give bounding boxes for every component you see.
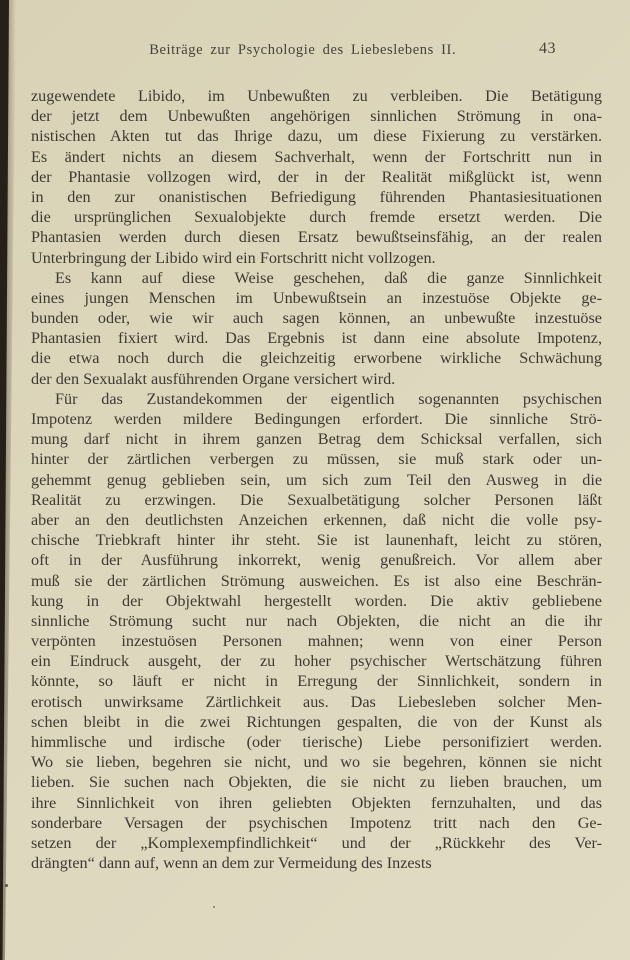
text-line: sonderbare Versagen der psychischen Impotenz tritt nach den Ge-	[31, 813, 602, 832]
paragraph	[31, 86, 602, 268]
text-line: hinter der zärtlichen verbergen zu müssen, sie muß stark oder un-	[31, 450, 602, 469]
text-line: Realität zu erzwingen. Die Sexualbetätigung solcher Personen läßt	[31, 490, 602, 509]
text-line: die ursprünglichen Sexualobjekte durch fremde ersetzt werden. Die	[31, 208, 602, 227]
running-header: Beiträge zur Psychologie des Liebeslebens II.	[149, 42, 457, 58]
scan-edge-shadow-soft	[0, 0, 16, 960]
text-line: schen bleibt in die zwei Richtungen gespalten, die von der Kunst als	[31, 712, 602, 731]
text-line: die etwa noch durch die gleichzeitig erworbene wirkliche Schwächung	[31, 349, 602, 368]
text-line: in den zur onanistischen Befriedigung führenden Phantasiesituationen	[31, 187, 602, 206]
text-block	[31, 86, 602, 873]
text-line: Phantasien werden durch diesen Ersatz bewußtseinsfähig, an der realen	[31, 228, 602, 247]
text-line: ihre Sinnlichkeit von ihren geliebten Objekten fernzuhalten, und das	[31, 793, 602, 812]
scan-speck	[5, 884, 8, 887]
text-line: Unterbringung der Libido wird ein Fortschritt nicht vollzogen.	[31, 248, 436, 267]
text-line: erotisch unwirksame Zärtlichkeit aus. Das Liebesleben solcher Men-	[31, 692, 602, 711]
text-line: Es kann auf diese Weise geschehen, daß die ganze Sinnlichkeit	[55, 268, 602, 287]
paragraph	[31, 268, 602, 389]
text-line: der den Sexualakt ausführenden Organe versichert wird.	[31, 369, 396, 388]
text-line: lieben. Sie suchen nach Objekten, die sie nicht zu lieben brauchen, um	[31, 773, 602, 792]
text-line: kung in der Objektwahl hergestellt worden. Die aktiv gebliebene	[31, 591, 602, 610]
text-line: nistischen Akten tut das Ihrige dazu, um diese Fixierung zu verstärken.	[31, 127, 602, 146]
text-line: chische Triebkraft hinter ihr steht. Sie ist launenhaft, leicht zu stören,	[31, 531, 602, 550]
text-line: zugewendete Libido, im Unbewußten zu verbleiben. Die Betätigung	[31, 87, 602, 105]
text-line: oft in der Ausführung inkorrekt, wenig genußreich. Vor allem aber	[31, 551, 602, 570]
text-line: gehemmt genug geblieben sein, um sich zum Teil den Ausweg in die	[31, 470, 602, 489]
scan-speck	[213, 906, 215, 908]
paragraph	[31, 389, 602, 874]
text-line: eines jungen Menschen im Unbewußtsein an inzestuöse Objekte ge-	[31, 288, 602, 307]
text-line: bunden oder, wie wir auch sagen können, an unbewußte inzestuöse	[31, 309, 602, 328]
text-line: der Phantasie vollzogen wird, der in der Realität mißglückt ist, wenn	[31, 167, 602, 186]
text-line: sinnliche Strömung sucht nur nach Objekten, die nicht an die ihr	[31, 611, 602, 630]
text-line: Phantasien fixiert wird. Das Ergebnis ist dann eine absolute Impotenz,	[31, 329, 602, 348]
text-line: Wo sie lieben, begehren sie nicht, und wo sie begehren, können sie nicht	[31, 753, 602, 772]
text-line: der jetzt dem Unbewußten angehörigen sinnlichen Strömung in ona-	[31, 107, 602, 126]
text-line: Es ändert nichts an diesem Sachverhalt, wenn der Fortschritt nun in	[31, 147, 602, 166]
text-line: Impotenz werden mildere Bedingungen erfordert. Die sinnliche Strö-	[31, 410, 602, 428]
text-line: Für das Zustandekommen der eigentlich sogenannten psychischen	[55, 389, 602, 408]
text-line: himmlische und irdische (oder tierische) Liebe personifiziert werden.	[31, 733, 602, 751]
text-line: setzen der „Komplexempfindlichkeit“ und der „Rückkehr des Ver-	[31, 833, 602, 852]
page-header	[30, 42, 600, 62]
text-line: verpönten inzestuösen Personen mahnen; wenn von einer Person	[31, 632, 602, 651]
text-line: könnte, so läuft er nicht in Erregung der Sinnlichkeit, sondern in	[31, 672, 602, 691]
text-line: drängten“ dann auf, wenn an dem zur Vermeidung des Inzests	[31, 854, 432, 873]
text-line: ein Eindruck ausgeht, der zu hoher psychischer Wertschätzung führen	[31, 652, 602, 671]
text-line: muß sie der zärtlichen Strömung ausweichen. Es ist also eine Beschrän-	[31, 571, 602, 590]
text-line: aber an den deutlichsten Anzeichen erkennen, daß nicht die volle psy-	[31, 510, 602, 529]
text-line: mung darf nicht in ihrem ganzen Betrag dem Schicksal verfallen, sich	[31, 430, 602, 449]
scan-edge-shadow	[0, 0, 10, 960]
page-number: 43	[539, 40, 556, 57]
